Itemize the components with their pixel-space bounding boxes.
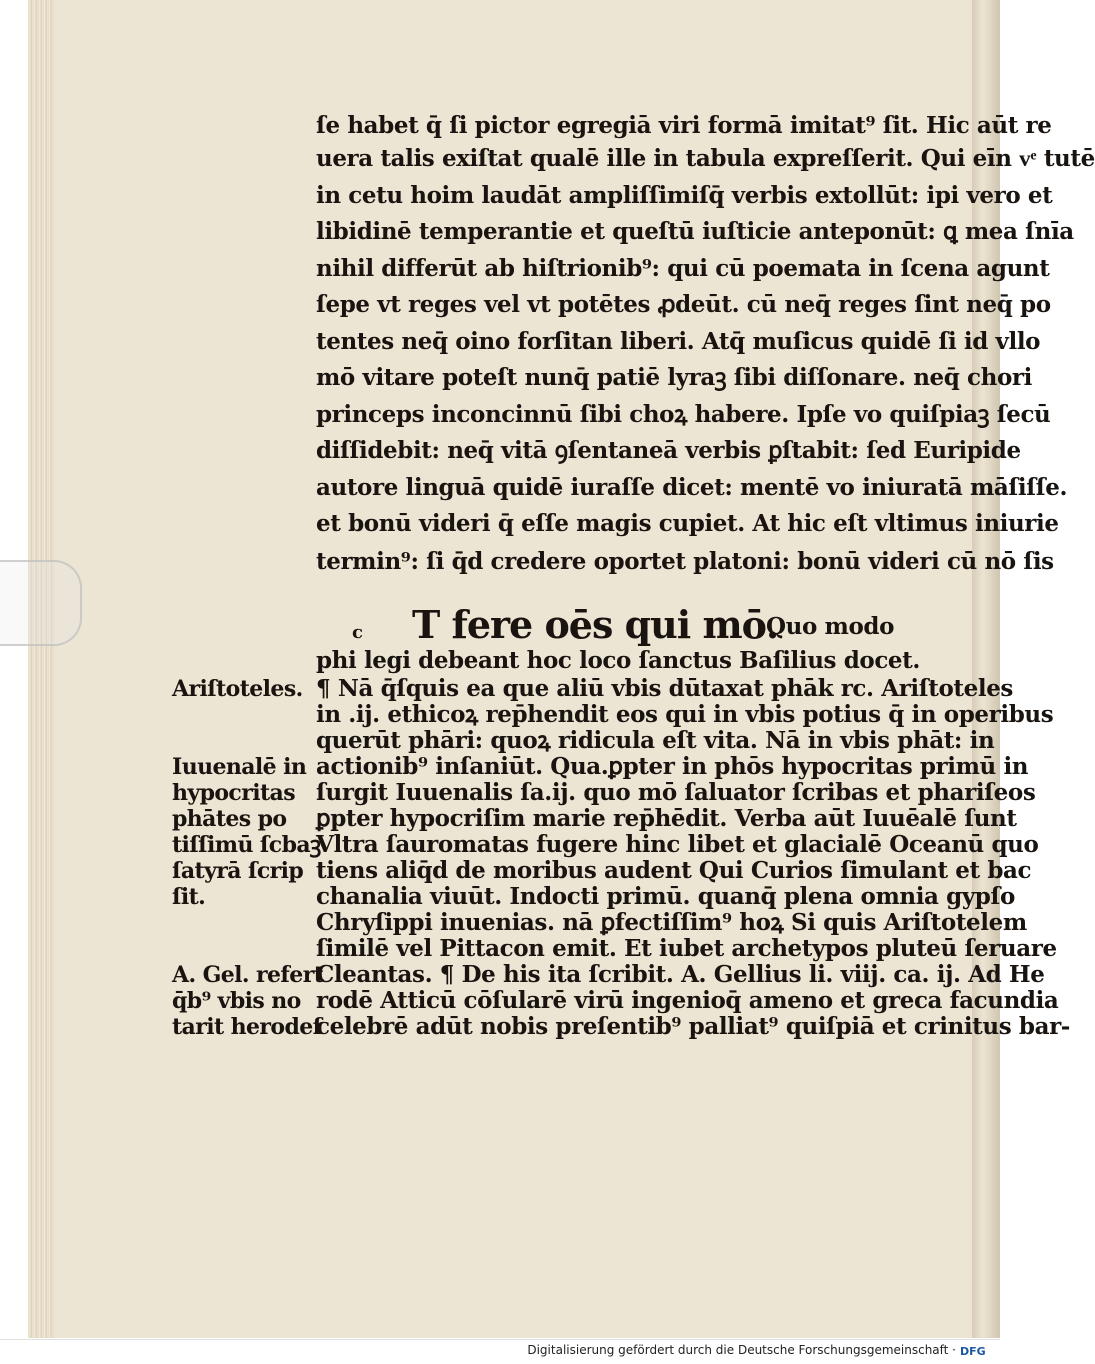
footer-credit: Digitalisierung gefördert durch die Deutsche Forschungsgemeinschaft · [527,1343,956,1357]
commentary-line: Vltra ſauromatas fugere hinc libet et glacialē Oceanū quo [316,831,1039,858]
margin-note-line: phātes po [172,806,287,832]
commentary-line: actionib⁹ inſaniūt. Qua.ꝑpter in phōs hypocritas primū in [316,753,1029,780]
margin-note-line: Iuuenalē in [172,754,307,780]
body-line: ſe habet q̄ ſi pictor egregiā viri formā imitat⁹ ſit. Hic aūt re [316,112,1052,139]
margin-note-line: q̄b⁹ vbis no [172,988,301,1014]
margin-note-line: tiſſimū ſcbaꝫ [172,832,321,858]
body-line: mō vitare poteſt nunq̄ patiē lyraꝫ ſibi diſſonare. neq̄ chori [316,364,1032,391]
page-edges [28,0,54,1338]
commentary-heading: T fere oēs qui mō. [412,602,779,647]
margin-note-line: tarit herodeſ [172,1014,322,1040]
commentary-line: celebrē adūt nobis preſentib⁹ palliat⁹ quiſpiā et crinitus bar- [316,1013,1070,1040]
body-line: in cetu hoim laudāt ampliſſimiſq̄ verbis extollūt: ipi vero et [316,182,1053,209]
body-line: termin⁹: ſi q̄d credere oportet platoni: bonū videri cū nō ſis [316,548,1054,575]
commentary-line: ¶ Nā q̄ſquis ea que aliū vbis dūtaxat phāk rc. Ariſtoteles [316,675,1013,702]
commentary-line: ſimilē vel Pittacon emit. Et iubet archetypos pluteū ſeruare [316,935,1057,962]
commentary-line: in .ij. ethicoꝝ rep̄hendit eos qui in vbis potius q̄ in operibus [316,701,1054,728]
paper-clip [0,560,82,646]
dfg-logo-icon: DFG [960,1345,986,1358]
commentary-line: Cleantas. ¶ De his ita ſcribit. A. Gellius li. viij. ca. ij. Ad He [316,961,1045,988]
commentary-line: ſurgit Iuuenalis ſa.ij. quo mō ſaluator ſcribas et phariſeos [316,779,1036,806]
commentary-line: querūt phāri: quoꝝ ridicula eſt vita. Nā in vbis phāt: in [316,727,995,754]
commentary-heading-tail: Quo modo [766,613,895,640]
commentary-line: ꝑpter hypocriſim marie rep̄hēdit. Verba aūt Iuuēalē ſunt [316,805,1017,832]
commentary-line: rodē Atticū cōſularē virū ingenioq̄ ameno et greca facundia [316,987,1059,1014]
commentary-line: chanalia viuūt. Indocti primū. quanq̄ plena omnia gypſo [316,883,1015,910]
signature-mark: c [352,622,363,643]
commentary-line: phi legi debeant hoc loco ſanctus Baſilius docet. [316,647,920,674]
margin-note-line: ſatyrā ſcrip [172,858,304,884]
body-line: ſepe vt reges vel vt potētes ꝓdeūt. cū neq̄ reges ſint neq̄ po [316,291,1051,318]
body-line: tentes neq̄ oino forſitan liberi. Atq̄ muſicus quidē ſi id vllo [316,328,1041,355]
body-line: princeps inconcinnū ſibi choꝝ habere. Ipſe vo quiſpiaꝫ ſecū [316,401,1051,428]
footer-bar [0,1339,1000,1364]
body-line: uera talis exiſtat qualē ille in tabula expreſſerit. Qui eīn vͤ tutē [316,145,1095,172]
margin-note-line: hypocritas [172,780,295,806]
commentary-line: tiens aliq̄d de moribus audent Qui Curios ſimulant et bac [316,857,1032,884]
margin-note-line: ſit. [172,884,206,910]
body-line: libidinē temperantie et queſtū iuſticie anteponūt: ꝗ mea ſnīa [316,218,1074,245]
body-line: nihil differūt ab hiſtrionib⁹: qui cū poemata in ſcena agunt [316,255,1050,282]
body-line: diſſidebit: neq̄ vitā ꝯſentaneā verbis ꝑſtabit: ſed Euripide [316,437,1021,464]
body-line: autore linguā quidē iuraſſe dicet: mentē vo iniuratā māſiſſe. [316,474,1068,501]
body-line: et bonū videri q̄ eſſe magis cupiet. At hic eſt vltimus iniurie [316,510,1059,537]
commentary-line: Chryſippi inuenias. nā ꝑfectiſſim⁹ hoꝝ Si quis Ariſtotelem [316,909,1027,936]
margin-note-line: A. Gel. refert [172,962,324,988]
margin-note-line: Ariſtoteles. [172,676,303,702]
